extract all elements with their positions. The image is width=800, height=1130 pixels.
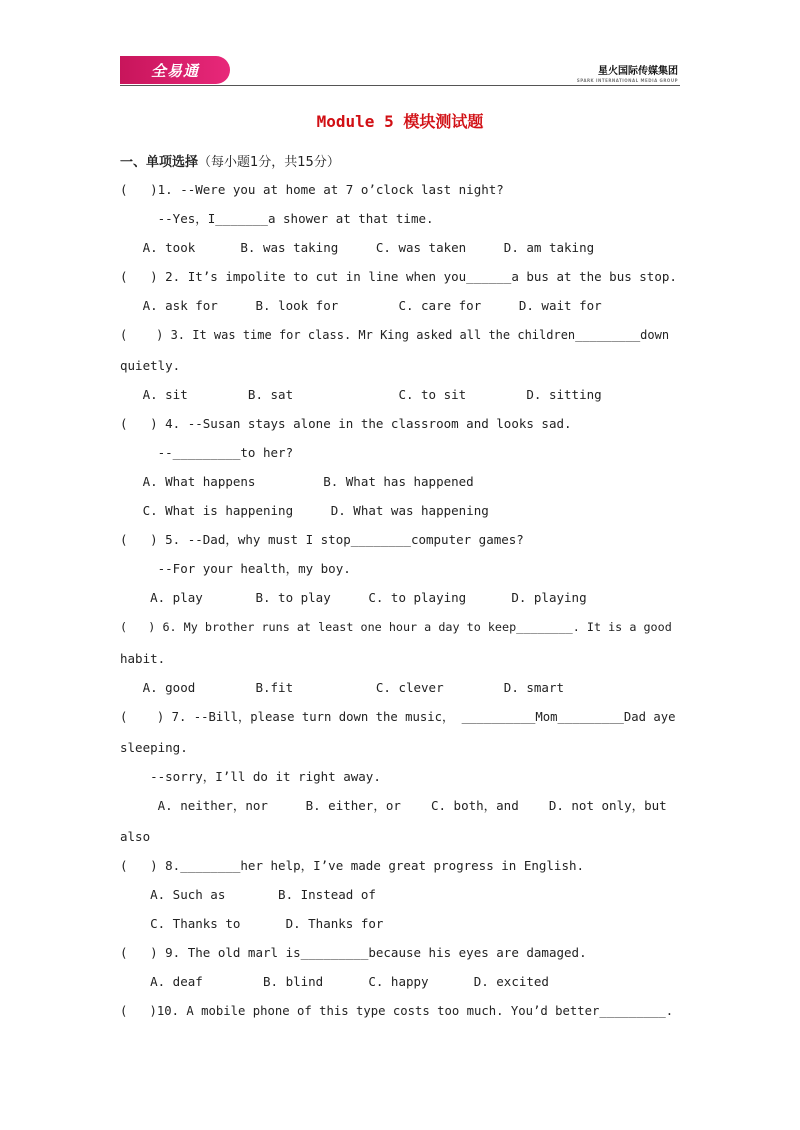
section-heading bbox=[120, 151, 340, 170]
section-label: 一、单项选择 bbox=[120, 155, 199, 170]
question-line: ( ) 6. My brother runs at least one hour a day to keep________. It is a good bbox=[120, 620, 672, 634]
question-line: --sorry，I’ll do it right away. bbox=[120, 769, 381, 784]
brand-subtitle: SPARK INTERNATIONAL MEDIA GROUP bbox=[576, 78, 678, 83]
question-line: --_________to her? bbox=[120, 445, 294, 460]
question-line: ( ) 3. It was time for class. Mr King asked all the children_________down bbox=[120, 328, 670, 342]
option-line: A. took B. was taking C. was taken D. am taking bbox=[120, 240, 595, 255]
option-line: also bbox=[120, 829, 151, 844]
question-line: habit. bbox=[120, 651, 166, 666]
question-line: ( ) 8.________her help，I’ve made great progress in English. bbox=[120, 858, 585, 873]
question-line: ( ) 2. It’s impolite to cut in line when you______a bus at the bus stop. bbox=[120, 269, 677, 284]
option-line: A. play B. to play C. to playing D. playing bbox=[120, 590, 587, 605]
option-line: A. neither，nor B. either，or C. both，and D. not only，but bbox=[120, 798, 667, 813]
option-line: A. good B.fit C. clever D. smart bbox=[120, 680, 565, 695]
logo-text: 全易通 bbox=[150, 61, 199, 80]
question-line: ( ) 7. --Bill，please turn down the music， __________Mom_________Dad aye bbox=[120, 710, 676, 724]
brand bbox=[577, 62, 678, 83]
option-line: A. What happens B. What has happened bbox=[120, 474, 474, 489]
option-line: A. Such as B. Instead of bbox=[120, 887, 376, 902]
option-line: A. ask for B. look for C. care for D. wait for bbox=[120, 298, 602, 313]
question-line: --For your health，my boy. bbox=[120, 561, 351, 576]
question-line: ( )10. A mobile phone of this type costs too much. You’d better_________. bbox=[120, 1004, 674, 1018]
question-line: ( ) 5. --Dad，why must I stop________computer games? bbox=[120, 532, 524, 547]
header-divider bbox=[120, 85, 680, 86]
question-line: sleeping. bbox=[120, 740, 188, 755]
section-note: （每小题1分，共15分） bbox=[198, 155, 340, 170]
question-line: ( )1. --Were you at home at 7 o’clock last night? bbox=[120, 182, 504, 197]
question-line: quietly. bbox=[120, 358, 181, 373]
logo bbox=[120, 56, 230, 84]
option-line: A. deaf B. blind C. happy D. excited bbox=[120, 974, 549, 989]
question-line: ( ) 9. The old marl is_________because his eyes are damaged. bbox=[120, 945, 587, 960]
option-line: C. Thanks to D. Thanks for bbox=[120, 916, 384, 931]
question-line: --Yes，I_______a shower at that time. bbox=[120, 211, 434, 226]
question-line: ( ) 4. --Susan stays alone in the classroom and looks sad. bbox=[120, 416, 572, 431]
brand-name: 星火国际传媒集团 bbox=[598, 66, 678, 77]
option-line: C. What is happening D. What was happening bbox=[120, 503, 489, 518]
page-title: Module 5 模块测试题 bbox=[316, 112, 484, 131]
option-line: A. sit B. sat C. to sit D. sitting bbox=[120, 387, 602, 402]
